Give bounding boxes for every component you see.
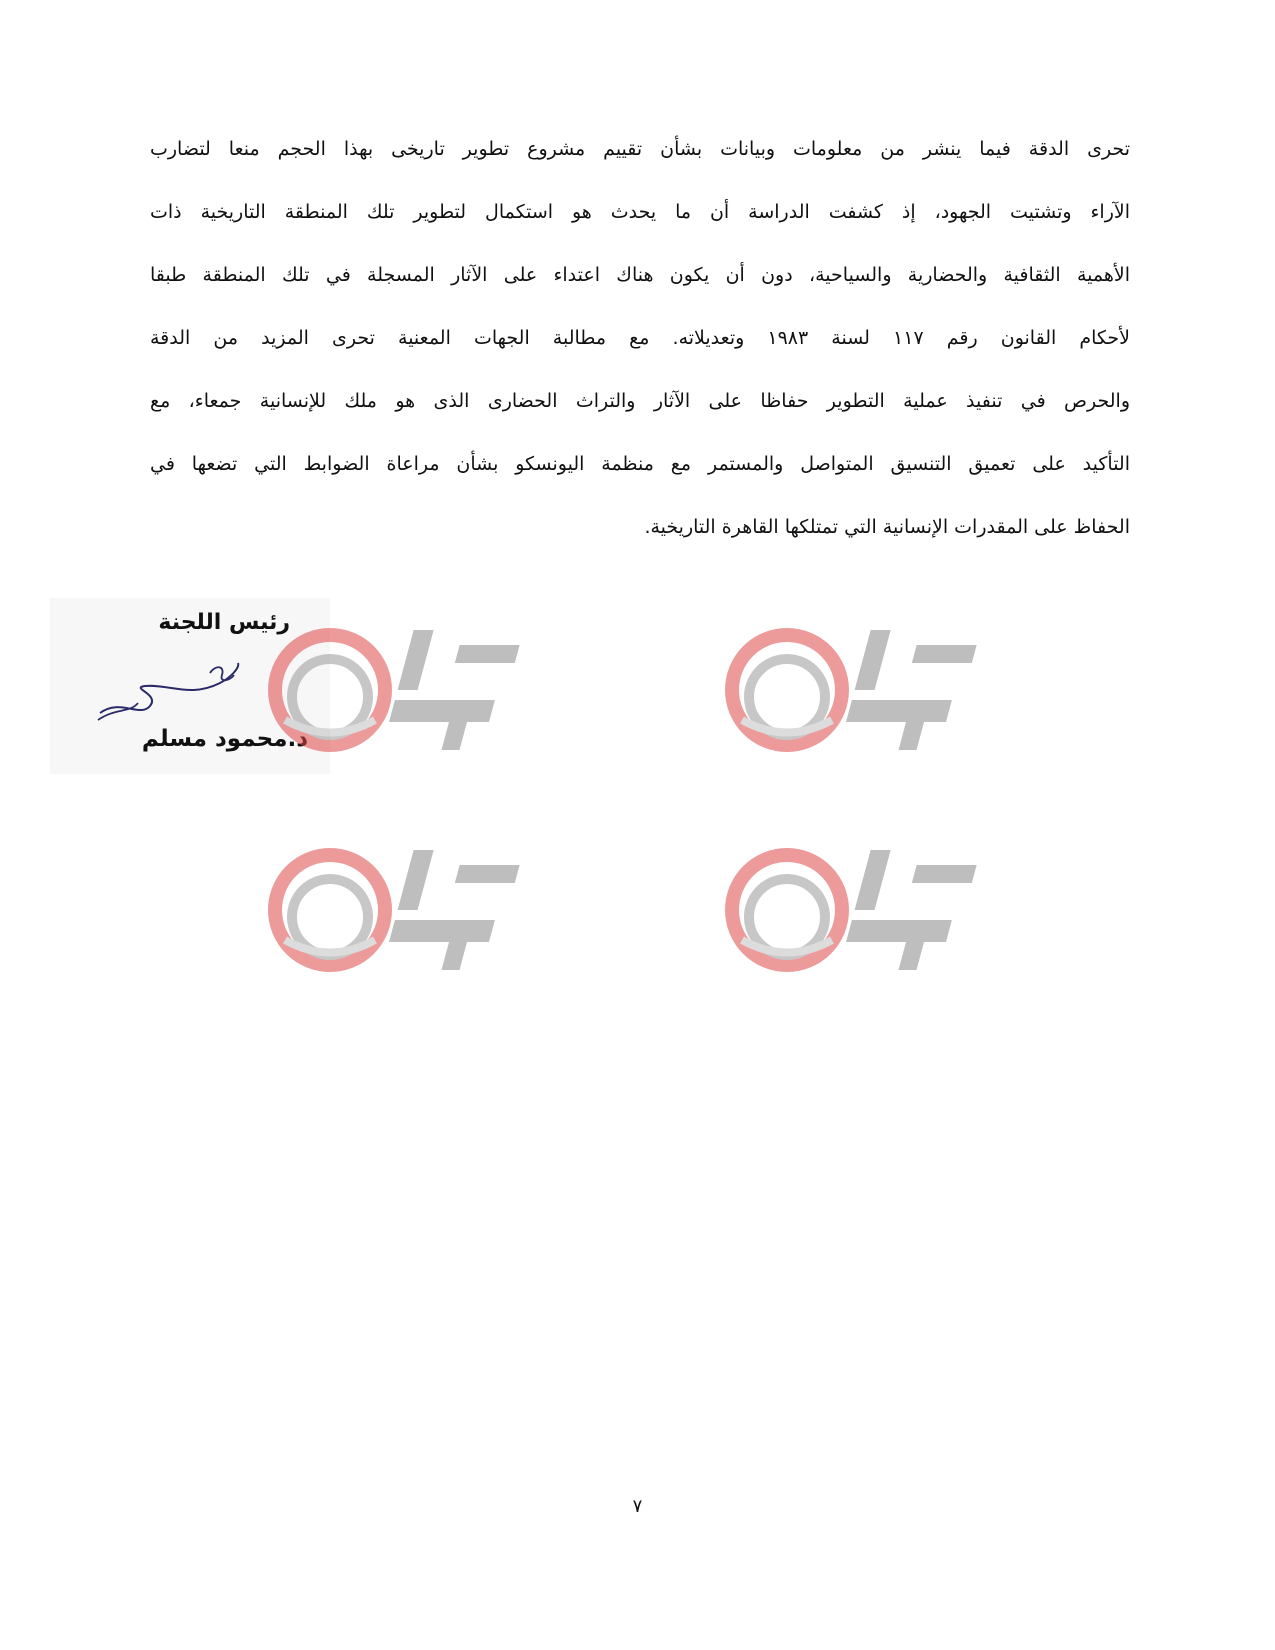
paragraph-line: الحفاظ على المقدرات الإنسانية التي تمتلكها القاهرة التاريخية.: [644, 516, 1130, 538]
paragraph-line: الأهمية الثقافية والحضارية والسياحية، دون أن يكون هناك اعتداء على الآثار المسجلة في تلك المنطقة طبقا: [150, 264, 1130, 286]
watermark-logo: [722, 845, 1012, 990]
watermark-logo: [265, 625, 555, 770]
signature-name: د.محمود مسلم: [141, 726, 308, 752]
paragraph-line: تحرى الدقة فيما ينشر من معلومات وبيانات بشأن تقييم مشروع تطوير تاريخى بهذا الحجم منعا لتضارب: [150, 138, 1130, 160]
paragraph-line: الآراء وتشتيت الجهود، إذ كشفت الدراسة أن ما يحدث هو استكمال لتطوير تلك المنطقة التاريخية ذات: [150, 201, 1130, 223]
watermark-logo: [265, 845, 555, 990]
body-paragraph: [150, 118, 1130, 559]
paragraph-line: لأحكام القانون رقم ١١٧ لسنة ١٩٨٣ وتعديلاته. مع مطالبة الجهات المعنية تحرى المزيد من الدقة: [150, 327, 1130, 349]
paragraph-line: والحرص في تنفيذ عملية التطوير حفاظا على الآثار والتراث الحضارى الذى هو ملك للإنسانية جمعاء، مع: [150, 390, 1130, 412]
page-number: ٧: [632, 1496, 643, 1517]
signature-title: رئيس اللجنة: [158, 610, 290, 635]
paragraph-line: التأكيد على تعميق التنسيق المتواصل والمستمر مع منظمة اليونسكو بشأن مراعاة الضوابط التي تضعها في: [150, 453, 1130, 475]
watermark-logo: [722, 625, 1012, 770]
